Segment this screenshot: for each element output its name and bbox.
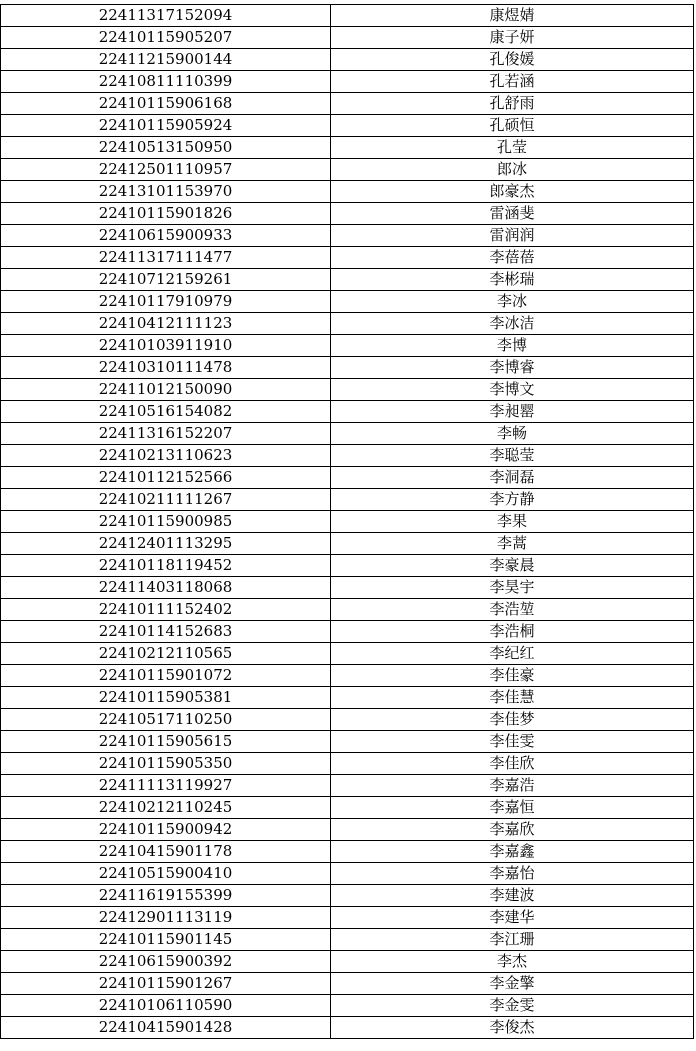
table-row xyxy=(1,93,694,115)
student-name-cell: 李博 xyxy=(331,335,694,357)
student-name-cell: 李佳慧 xyxy=(331,687,694,709)
table-row xyxy=(1,71,694,93)
exam-id-cell: 22412901113119 xyxy=(1,907,331,929)
exam-id-cell: 22410103911910 xyxy=(1,335,331,357)
exam-id-cell: 22410115906168 xyxy=(1,93,331,115)
student-name-cell: 李杰 xyxy=(331,951,694,973)
exam-id-cell: 22411215900144 xyxy=(1,49,331,71)
table-row xyxy=(1,357,694,379)
exam-id-cell: 22412501110957 xyxy=(1,159,331,181)
student-name-cell: 李浩堃 xyxy=(331,599,694,621)
student-name-cell: 康子妍 xyxy=(331,27,694,49)
exam-id-cell: 22413101153970 xyxy=(1,181,331,203)
table-row xyxy=(1,137,694,159)
exam-id-cell: 22410115905381 xyxy=(1,687,331,709)
student-name-cell: 李昊宇 xyxy=(331,577,694,599)
exam-id-cell: 22410212110565 xyxy=(1,643,331,665)
student-name-cell: 孔舒雨 xyxy=(331,93,694,115)
table-row xyxy=(1,863,694,885)
exam-id-cell: 22410111152402 xyxy=(1,599,331,621)
student-name-cell: 郎豪杰 xyxy=(331,181,694,203)
student-name-cell: 李浩桐 xyxy=(331,621,694,643)
student-name-cell: 李博文 xyxy=(331,379,694,401)
exam-id-cell: 22410811110399 xyxy=(1,71,331,93)
table-row xyxy=(1,401,694,423)
student-name-cell: 李昶罂 xyxy=(331,401,694,423)
student-name-cell: 李俊杰 xyxy=(331,1017,694,1039)
table-row xyxy=(1,973,694,995)
student-table xyxy=(0,4,694,1039)
student-name-cell: 李嘉欣 xyxy=(331,819,694,841)
table-row xyxy=(1,379,694,401)
table-row xyxy=(1,5,694,27)
table-row xyxy=(1,445,694,467)
table-row xyxy=(1,885,694,907)
table-row xyxy=(1,269,694,291)
exam-id-cell: 22410118119452 xyxy=(1,555,331,577)
student-name-cell: 李博睿 xyxy=(331,357,694,379)
exam-id-cell: 22410516154082 xyxy=(1,401,331,423)
exam-id-cell: 22410115905350 xyxy=(1,753,331,775)
table-row xyxy=(1,423,694,445)
table-row xyxy=(1,203,694,225)
exam-id-cell: 22410117910979 xyxy=(1,291,331,313)
table-row xyxy=(1,577,694,599)
table-row xyxy=(1,841,694,863)
exam-id-cell: 22410115901145 xyxy=(1,929,331,951)
student-name-cell: 雷润润 xyxy=(331,225,694,247)
table-row xyxy=(1,643,694,665)
exam-id-cell: 22410115901072 xyxy=(1,665,331,687)
table-row xyxy=(1,313,694,335)
table-row xyxy=(1,1017,694,1039)
student-name-cell: 李聪莹 xyxy=(331,445,694,467)
student-name-cell: 李方静 xyxy=(331,489,694,511)
exam-id-cell: 22410415901428 xyxy=(1,1017,331,1039)
exam-id-cell: 22410115905207 xyxy=(1,27,331,49)
exam-id-cell: 22411317111477 xyxy=(1,247,331,269)
student-name-cell: 李嘉鑫 xyxy=(331,841,694,863)
table-row xyxy=(1,159,694,181)
exam-id-cell: 22410513150950 xyxy=(1,137,331,159)
table-row xyxy=(1,467,694,489)
table-row xyxy=(1,489,694,511)
exam-id-cell: 22410712159261 xyxy=(1,269,331,291)
exam-id-cell: 22411012150090 xyxy=(1,379,331,401)
table-row xyxy=(1,709,694,731)
exam-id-cell: 22410115900985 xyxy=(1,511,331,533)
student-name-cell: 李蒿 xyxy=(331,533,694,555)
table-row xyxy=(1,27,694,49)
exam-id-cell: 22410213110623 xyxy=(1,445,331,467)
table-body xyxy=(1,5,694,1039)
student-name-cell: 李佳梦 xyxy=(331,709,694,731)
student-name-cell: 郎冰 xyxy=(331,159,694,181)
table-row xyxy=(1,247,694,269)
exam-id-cell: 22410517110250 xyxy=(1,709,331,731)
exam-id-cell: 22410115901826 xyxy=(1,203,331,225)
table-row xyxy=(1,533,694,555)
exam-id-cell: 22410115905924 xyxy=(1,115,331,137)
table-row xyxy=(1,731,694,753)
exam-id-cell: 22410115900942 xyxy=(1,819,331,841)
exam-id-cell: 22410211111267 xyxy=(1,489,331,511)
student-name-cell: 李江珊 xyxy=(331,929,694,951)
student-name-cell: 孔若涵 xyxy=(331,71,694,93)
student-name-cell: 李彬瑞 xyxy=(331,269,694,291)
table-row xyxy=(1,797,694,819)
table-row xyxy=(1,621,694,643)
student-name-cell: 李嘉恒 xyxy=(331,797,694,819)
exam-id-cell: 22410615900933 xyxy=(1,225,331,247)
table-row xyxy=(1,555,694,577)
exam-id-cell: 22410115901267 xyxy=(1,973,331,995)
student-name-cell: 李金雯 xyxy=(331,995,694,1017)
exam-id-cell: 22412401113295 xyxy=(1,533,331,555)
student-name-cell: 孔俊媛 xyxy=(331,49,694,71)
exam-id-cell: 22410412111123 xyxy=(1,313,331,335)
table-row xyxy=(1,291,694,313)
student-name-cell: 孔莹 xyxy=(331,137,694,159)
table-row xyxy=(1,335,694,357)
table-row xyxy=(1,951,694,973)
exam-id-cell: 22410114152683 xyxy=(1,621,331,643)
table-row xyxy=(1,819,694,841)
table-row xyxy=(1,115,694,137)
exam-id-cell: 22410112152566 xyxy=(1,467,331,489)
student-name-cell: 李果 xyxy=(331,511,694,533)
table-row xyxy=(1,665,694,687)
student-name-cell: 李金擎 xyxy=(331,973,694,995)
student-name-cell: 孔硕恒 xyxy=(331,115,694,137)
student-name-cell: 李冰洁 xyxy=(331,313,694,335)
student-name-cell: 李纪红 xyxy=(331,643,694,665)
exam-id-cell: 22410212110245 xyxy=(1,797,331,819)
exam-id-cell: 22410415901178 xyxy=(1,841,331,863)
table-row xyxy=(1,687,694,709)
exam-id-cell: 22411403118068 xyxy=(1,577,331,599)
table-row xyxy=(1,907,694,929)
student-name-cell: 李冰 xyxy=(331,291,694,313)
table-row xyxy=(1,225,694,247)
exam-id-cell: 22410515900410 xyxy=(1,863,331,885)
exam-id-cell: 22410115905615 xyxy=(1,731,331,753)
student-name-cell: 康煜婧 xyxy=(331,5,694,27)
table-row xyxy=(1,511,694,533)
table-row xyxy=(1,929,694,951)
exam-id-cell: 22411317152094 xyxy=(1,5,331,27)
student-name-cell: 李蓓蓓 xyxy=(331,247,694,269)
exam-id-cell: 22410106110590 xyxy=(1,995,331,1017)
exam-id-cell: 22411113119927 xyxy=(1,775,331,797)
student-name-cell: 李豪晨 xyxy=(331,555,694,577)
exam-id-cell: 22411619155399 xyxy=(1,885,331,907)
student-name-cell: 李建华 xyxy=(331,907,694,929)
student-name-cell: 李嘉浩 xyxy=(331,775,694,797)
student-name-cell: 李畅 xyxy=(331,423,694,445)
student-name-cell: 李佳豪 xyxy=(331,665,694,687)
table-row xyxy=(1,49,694,71)
student-name-cell: 李建波 xyxy=(331,885,694,907)
table-row xyxy=(1,181,694,203)
table-row xyxy=(1,775,694,797)
exam-id-cell: 22411316152207 xyxy=(1,423,331,445)
exam-id-cell: 22410615900392 xyxy=(1,951,331,973)
student-name-cell: 李洞磊 xyxy=(331,467,694,489)
student-name-cell: 雷涵斐 xyxy=(331,203,694,225)
student-name-cell: 李佳欣 xyxy=(331,753,694,775)
table-row xyxy=(1,753,694,775)
student-name-cell: 李佳雯 xyxy=(331,731,694,753)
table-row xyxy=(1,599,694,621)
table-row xyxy=(1,995,694,1017)
student-name-cell: 李嘉怡 xyxy=(331,863,694,885)
exam-id-cell: 22410310111478 xyxy=(1,357,331,379)
